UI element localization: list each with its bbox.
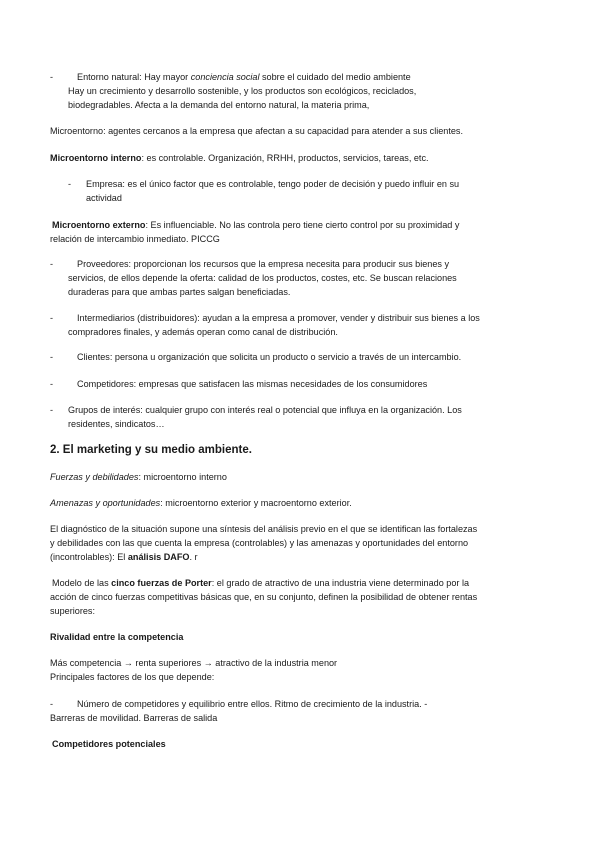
bullet-dash: -	[50, 313, 54, 323]
proveedores-line2: servicios, de ellos depende la oferta: calidad de los productos, costes, etc. Se buscan relaciones	[68, 273, 457, 283]
empresa-line2: actividad	[86, 193, 122, 203]
entorno-natural-line1: Entorno natural: Hay mayor conciencia social sobre el cuidado del medio ambiente	[77, 72, 411, 82]
competidores-item: Competidores: empresas que satisfacen las mismas necesidades de los consumidores	[77, 379, 428, 389]
porter-line2: acción de cinco fuerzas competitivas básicas que, en su conjunto, definen la posibilidad de obtener rentas	[50, 592, 478, 602]
rivalidad-line1: Más competencia → renta superiores → atractivo de la industria menor	[50, 658, 338, 668]
competidores-potenciales-heading: Competidores potenciales	[52, 739, 166, 749]
numero-line1: Número de competidores y equilibrio entre ellos. Ritmo de crecimiento de la industria. -	[77, 699, 428, 709]
cinco-fuerzas-label: cinco fuerzas de Porter	[111, 578, 212, 588]
bullet-dash: -	[50, 72, 54, 82]
bullet-dash: -	[50, 405, 54, 415]
diagnostico-line1: El diagnóstico de la situación supone una síntesis del análisis previo en el que se identifican las fortalezas	[50, 524, 478, 534]
analisis-dafo-label: análisis DAFO	[127, 552, 190, 562]
numero-line2: Barreras de movilidad. Barreras de salida	[50, 713, 218, 723]
entorno-natural-line3: biodegradables. Afecta a la demanda del entorno natural, la materia prima,	[68, 100, 370, 110]
amenazas-oportunidades: Amenazas y oportunidades: microentorno exterior y macroentorno exterior.	[50, 498, 352, 508]
bullet-dash: -	[50, 352, 54, 362]
section-heading: 2. El marketing y su medio ambiente.	[50, 444, 252, 456]
bullet-dash: -	[68, 179, 72, 189]
microentorno-externo-line1: Microentorno externo: Es influenciable. No las controla pero tiene cierto control por su proximidad y	[52, 220, 460, 230]
bullet-dash: -	[50, 379, 54, 389]
rivalidad-line2: Principales factores de los que depende:	[50, 672, 215, 682]
empresa-line1: Empresa: es el único factor que es controlable, tengo poder de decisión y puedo influir en su	[86, 179, 460, 189]
bullet-dash: -	[50, 699, 54, 709]
diagnostico-line2: y debilidades con las que cuenta la empresa (controlables) y las amenazas y oportunidades del entorno	[50, 538, 469, 548]
grupos-line2: residentes, sindicatos…	[68, 419, 165, 429]
porter-line1: Modelo de las cinco fuerzas de Porter: el grado de atractivo de una industria viene determinado por la	[52, 578, 470, 588]
clientes-item: Clientes: persona u organización que solicita un producto o servicio a través de un intercambio.	[77, 352, 462, 362]
proveedores-line1: Proveedores: proporcionan los recursos que la empresa necesita para producir sus bienes y	[77, 259, 450, 269]
microentorno-interno: Microentorno interno: es controlable. Organización, RRHH, productos, servicios, tareas, etc.	[50, 153, 429, 163]
microentorno-externo-label: Microentorno externo	[52, 220, 146, 230]
proveedores-line3: duraderas para que ambas partes salgan beneficiadas.	[68, 287, 291, 297]
microentorno-interno-label: Microentorno interno	[50, 153, 142, 163]
microentorno-definition: Microentorno: agentes cercanos a la empresa que afectan a su capacidad para atender a sus clientes.	[50, 126, 464, 136]
porter-line3: superiores:	[50, 606, 95, 616]
fuerzas-debilidades: Fuerzas y debilidades: microentorno interno	[50, 472, 227, 482]
diagnostico-line3: (incontrolables): El análisis DAFO. r	[50, 552, 198, 562]
grupos-line1: Grupos de interés: cualquier grupo con interés real o potencial que influya en la organización. Los	[68, 405, 462, 415]
bullet-dash: -	[50, 259, 54, 269]
entorno-natural-line2: Hay un crecimiento y desarrollo sostenible, y los productos son ecológicos, reciclados,	[68, 86, 417, 96]
conciencia-social-emphasis: conciencia social	[190, 72, 260, 82]
rivalidad-heading: Rivalidad entre la competencia	[50, 632, 184, 642]
microentorno-externo-line2: relación de intercambio inmediato. PICCG	[50, 234, 220, 244]
intermediarios-line2: compradores finales, y además operan como canal de distribución.	[68, 327, 338, 337]
intermediarios-line1: Intermediarios (distribuidores): ayudan a la empresa a promover, vender y distribuir sus bienes a los	[77, 313, 480, 323]
